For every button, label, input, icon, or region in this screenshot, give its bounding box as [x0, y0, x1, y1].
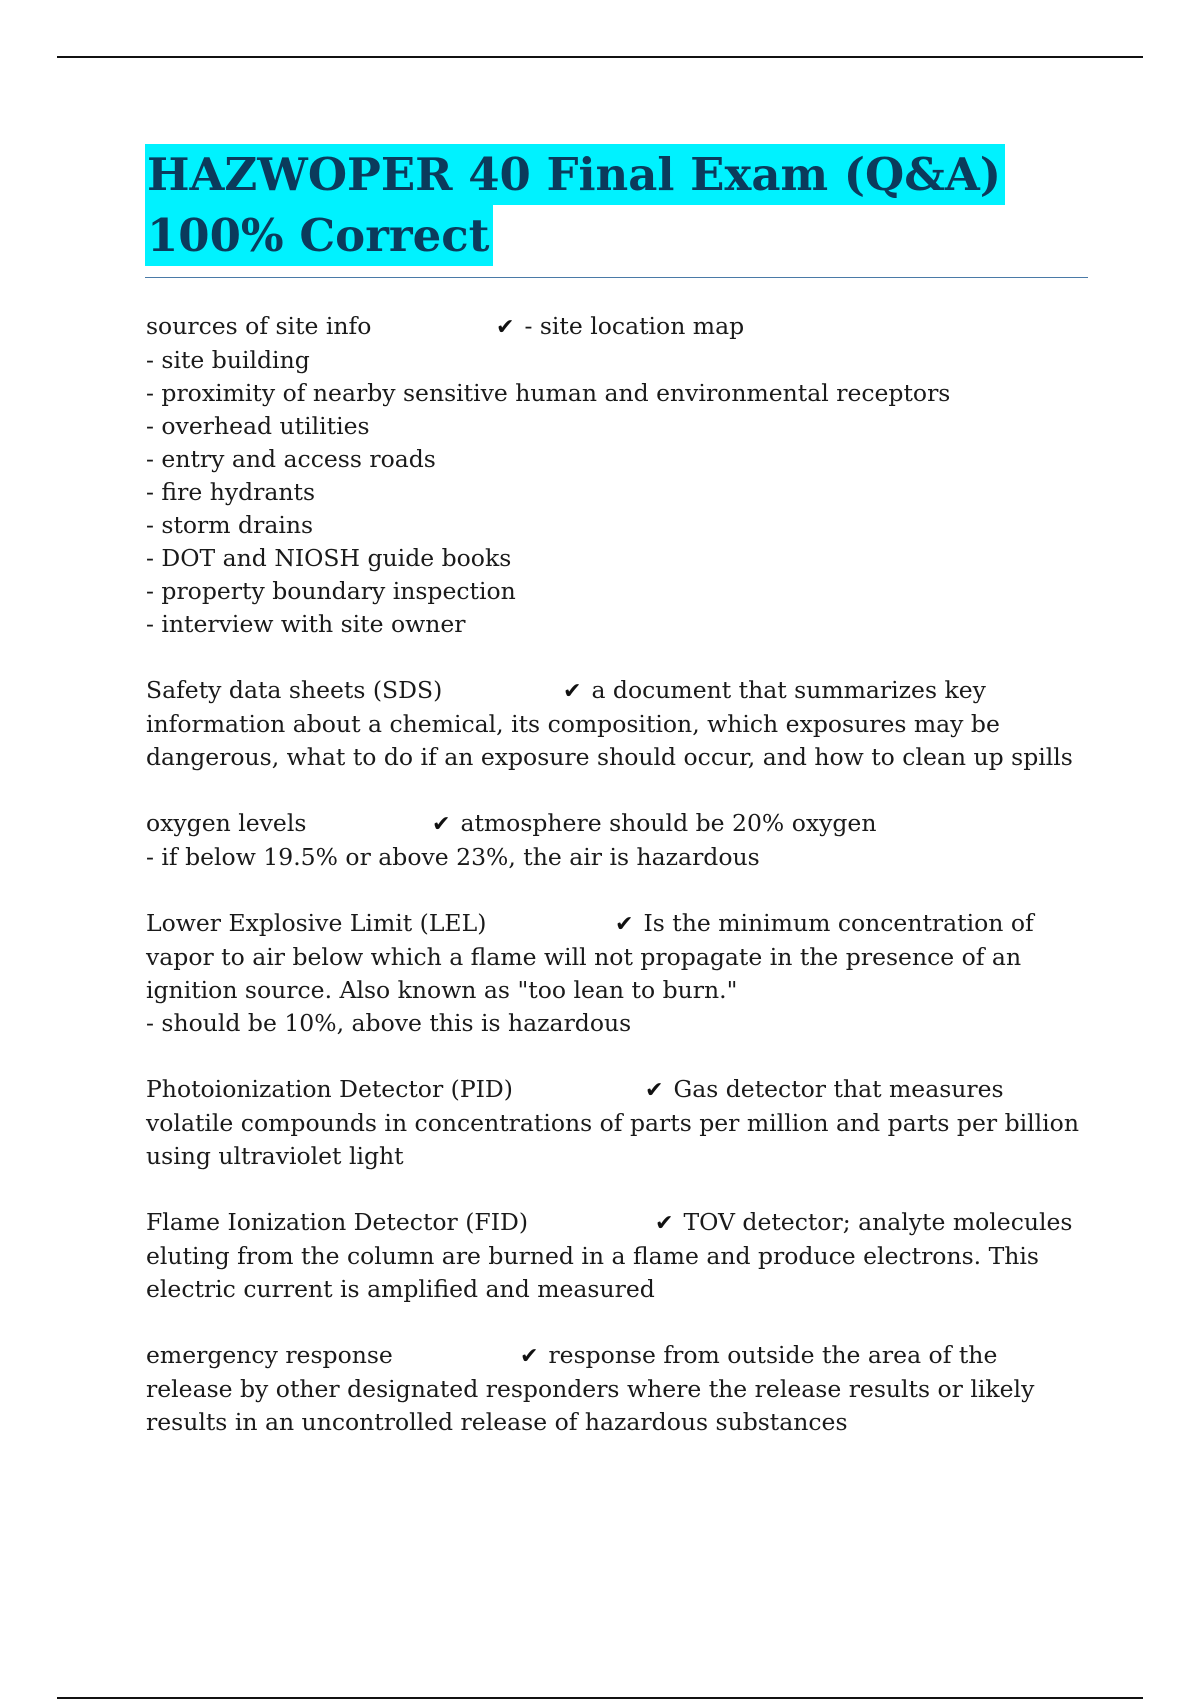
- answer-line: - site building: [146, 346, 310, 374]
- answer-line: eluting from the column are burned in a flame and produce electrons. This: [146, 1242, 1039, 1270]
- page-top-rule: [57, 56, 1143, 58]
- answer-line: - if below 19.5% or above 23%, the air is hazardous: [146, 843, 760, 871]
- qa-entry: [146, 1339, 1096, 1439]
- answer-line: release by other designated responders where the release results or likely: [146, 1375, 1035, 1403]
- page-bottom-rule: [57, 1697, 1143, 1699]
- answer-first-line: - site location map: [524, 312, 745, 340]
- answer-line: - DOT and NIOSH guide books: [146, 544, 512, 572]
- answer-line: - fire hydrants: [146, 478, 316, 506]
- check-icon: ✔: [615, 912, 634, 937]
- qa-entry: [146, 1073, 1096, 1173]
- title-line-1: HAZWOPER 40 Final Exam (Q&A): [145, 144, 1005, 205]
- answer-line: ignition source. Also known as "too lean to burn.": [146, 976, 738, 1004]
- qa-entry: [146, 807, 1096, 874]
- answer-first-line: atmosphere should be 20% oxygen: [460, 809, 877, 837]
- answer-first-line: a document that summarizes key: [591, 676, 986, 704]
- answer-line: electric current is amplified and measured: [146, 1275, 655, 1303]
- check-icon: ✔: [563, 679, 582, 704]
- answer-line: - proximity of nearby sensitive human and environmental receptors: [146, 379, 951, 407]
- answer-line: volatile compounds in concentrations of parts per million and parts per billion: [146, 1109, 1079, 1137]
- check-icon: ✔: [655, 1211, 674, 1236]
- qa-entry: [146, 1206, 1096, 1306]
- answer-first-line: Gas detector that measures: [673, 1075, 1004, 1103]
- answer-first-line: Is the minimum concentration of: [643, 909, 1034, 937]
- check-icon: ✔: [645, 1078, 664, 1103]
- answer-line: - entry and access roads: [146, 445, 436, 473]
- answer-first-line: response from outside the area of the: [548, 1341, 998, 1369]
- answer-line: - property boundary inspection: [146, 577, 516, 605]
- answer-line: - interview with site owner: [146, 610, 466, 638]
- question-term: sources of site info: [146, 312, 372, 340]
- page-title: [145, 144, 1090, 266]
- question-term: emergency response: [146, 1341, 393, 1369]
- answer-line: vapor to air below which a flame will not propagate in the presence of an: [146, 943, 1022, 971]
- answer-line: results in an uncontrolled release of hazardous substances: [146, 1408, 848, 1436]
- question-term: Photoionization Detector (PID): [146, 1075, 513, 1103]
- title-underline: [145, 277, 1088, 278]
- qa-entry: [146, 310, 1096, 641]
- qa-list: [146, 310, 1096, 1472]
- question-term: Safety data sheets (SDS): [146, 676, 443, 704]
- answer-line: information about a chemical, its composition, which exposures may be: [146, 710, 1000, 738]
- answer-line: - overhead utilities: [146, 412, 370, 440]
- check-icon: ✔: [520, 1344, 539, 1369]
- qa-entry: [146, 674, 1096, 774]
- title-line-2: 100% Correct: [145, 205, 493, 266]
- answer-line: - should be 10%, above this is hazardous: [146, 1009, 632, 1037]
- answer-line: using ultraviolet light: [146, 1142, 404, 1170]
- question-term: oxygen levels: [146, 809, 307, 837]
- check-icon: ✔: [496, 315, 515, 340]
- answer-line: - storm drains: [146, 511, 314, 539]
- question-term: Flame Ionization Detector (FID): [146, 1208, 529, 1236]
- answer-first-line: TOV detector; analyte molecules: [683, 1208, 1073, 1236]
- answer-line: dangerous, what to do if an exposure should occur, and how to clean up spills: [146, 743, 1073, 771]
- question-term: Lower Explosive Limit (LEL): [146, 909, 487, 937]
- qa-entry: [146, 907, 1096, 1040]
- check-icon: ✔: [432, 812, 451, 837]
